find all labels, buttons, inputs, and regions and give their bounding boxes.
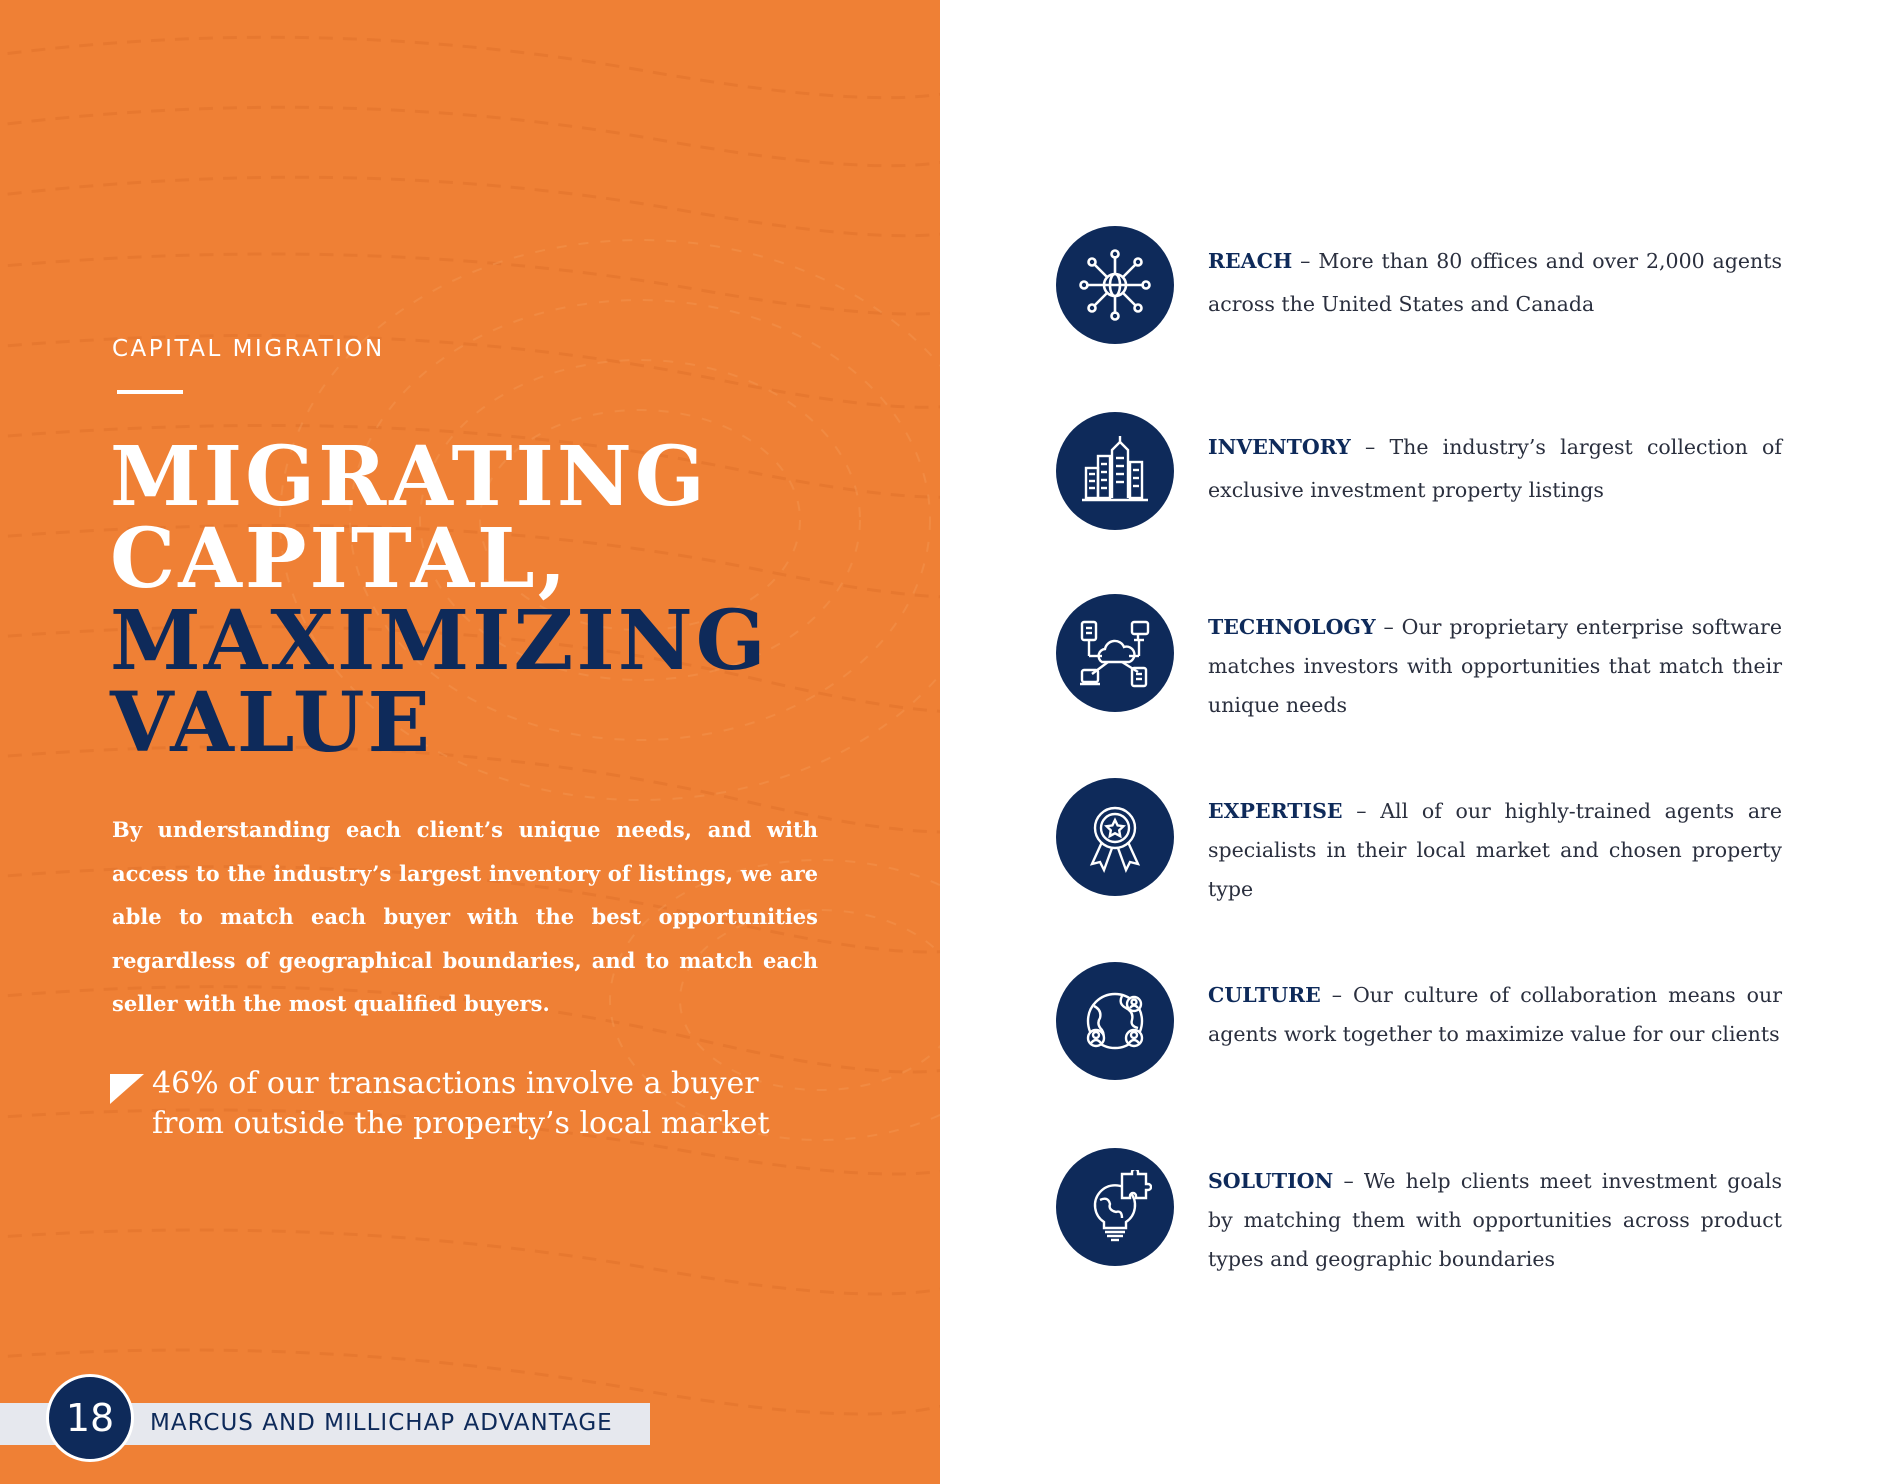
headline-line-4: VALUE — [110, 675, 434, 771]
feature-solution — [1056, 1148, 1816, 1288]
feature-expertise-title: EXPERTISE — [1208, 799, 1343, 823]
triangle-pointer-icon — [110, 1074, 144, 1104]
page-number-badge — [46, 1374, 134, 1462]
feature-solution-title: SOLUTION — [1208, 1169, 1334, 1193]
left-panel — [0, 0, 940, 1484]
headline-line-1: MIGRATING — [110, 429, 708, 525]
feature-technology — [1056, 594, 1816, 734]
feature-culture — [1056, 962, 1816, 1102]
feature-expertise-description: All of our highly-trained agents are specialists in their local market and chosen property type — [1208, 799, 1782, 901]
feature-culture-text: CULTURE – Our culture of collaboration means our agents work together to maximize value for our clients — [1208, 983, 1782, 1046]
feature-reach-title: REACH — [1208, 249, 1293, 273]
network-globe-icon — [1056, 226, 1174, 344]
feature-expertise — [1056, 778, 1816, 918]
eyebrow-divider — [117, 390, 183, 394]
stat-callout: 46% of our transactions involve a buyer from outside the property’s local market — [152, 1066, 770, 1141]
feature-technology-title: TECHNOLOGY — [1208, 615, 1376, 639]
feature-reach-text: REACH – More than 80 offices and over 2,000 agents across the United States and Canada — [1208, 249, 1782, 316]
footer-label: MARCUS AND MILLICHAP ADVANTAGE — [150, 1410, 613, 1436]
feature-expertise-text: EXPERTISE – All of our highly-trained agents are specialists in their local market and chosen property type — [1208, 799, 1782, 901]
intro-paragraph: By understanding each client’s unique needs, and with access to the industry’s largest inventory of listings, we are able to match each buyer with the best opportunities regardless of geographical boundaries, and to match each seller with the most qualified buyers. — [112, 817, 818, 1016]
city-buildings-icon — [1056, 412, 1174, 530]
feature-solution-description: We help clients meet investment goals by matching them with opportunities across product types and geographic boundaries — [1208, 1169, 1782, 1271]
award-ribbon-icon — [1056, 778, 1174, 896]
globe-people-icon — [1056, 962, 1174, 1080]
feature-inventory — [1056, 412, 1816, 536]
feature-culture-title: CULTURE — [1208, 983, 1321, 1007]
feature-culture-description: Our culture of collaboration means our agents work together to maximize value for our clients — [1208, 983, 1782, 1046]
feature-inventory-title: INVENTORY — [1208, 435, 1351, 459]
feature-inventory-text: INVENTORY – The industry’s largest collection of exclusive investment property listings — [1208, 435, 1782, 502]
section-eyebrow: CAPITAL MIGRATION — [112, 336, 385, 362]
headline-line-3: MAXIMIZING — [110, 593, 769, 689]
cloud-network-icon — [1056, 594, 1174, 712]
feature-technology-description: Our proprietary enterprise software matches investors with opportunities that match their unique needs — [1208, 615, 1782, 717]
feature-solution-text: SOLUTION – We help clients meet investment goals by matching them with opportunities across product types and geographic boundaries — [1208, 1169, 1782, 1271]
headline-line-2: CAPITAL, — [110, 511, 570, 607]
page-headline — [110, 429, 870, 771]
feature-reach — [1056, 226, 1816, 350]
feature-technology-text: TECHNOLOGY – Our proprietary enterprise software matches investors with opportunities that match their unique needs — [1208, 615, 1782, 717]
page-number: 18 — [65, 1396, 115, 1440]
lightbulb-puzzle-icon — [1056, 1148, 1174, 1266]
feature-reach-description: More than 80 offices and over 2,000 agents across the United States and Canada — [1208, 249, 1782, 316]
feature-inventory-description: The industry’s largest collection of exclusive investment property listings — [1208, 435, 1782, 502]
